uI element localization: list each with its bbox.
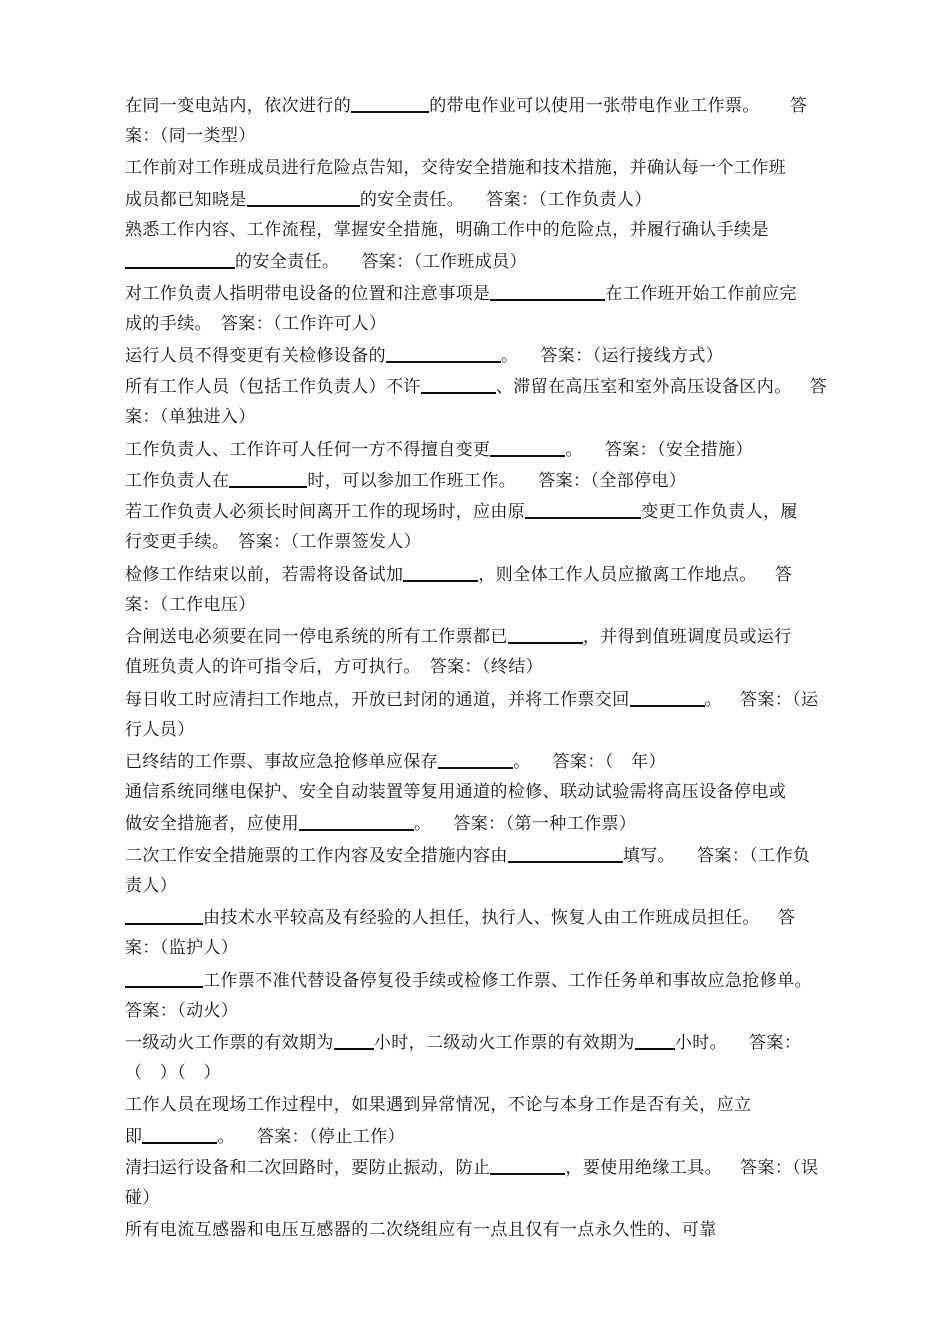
q21-line1: 所有电流互感器和电压互感器的二次绕组应有一点且仅有一点永久性的、可靠 [125,1220,717,1240]
answer-blank [247,188,360,207]
answer-blank [299,812,414,831]
q9-line2: 行变更手续。 答案：（工作票签发人） [125,532,422,552]
q18-line1: 一级动火工作票的有效期为 小时，二级动火工作票的有效期为 小时。 答案： [125,1033,802,1053]
answer-blank [351,94,429,113]
answer-blank [386,344,501,363]
q2-line1: 工作前对工作班成员进行危险点告知，交待安全措施和技术措施，并确认每一个工作班 [125,158,787,178]
answer-blank [229,469,307,488]
answer-blank [635,1031,675,1050]
q15-line2: 责人） [125,876,178,896]
q9-line1: 若工作负责人必须长时间离开工作的现场时，应由原 变更工作负责人，履 [125,502,798,522]
q12-line1: 每日收工时应清扫工作地点，开放已封闭的通道，并将工作票交回 。 答案：（运 [125,690,819,710]
q16-line1: 由技术水平较高及有经验的人担任，执行人、恢复人由工作班成员担任。 答 [125,906,863,929]
q19-line2: 即 。 答案：（停止工作） [125,1127,405,1147]
answer-blank [508,844,623,863]
q12-line2: 行人员） [125,720,195,740]
answer-blank [508,625,583,644]
q11-line1: 合闸送电必须要在同一停电系统的所有工作票都已 ，并得到值班调度员或运行 [125,627,792,647]
q8-line1: 工作负责人在 时，可以参加工作班工作。 答案：（全部停电） [125,471,687,491]
q13-line1: 已终结的工作票、事故应急抢修单应保存 。 答案：（ 年） [125,752,666,772]
answer-blank [142,1125,217,1144]
q1-line1: 在同一变电站内，依次进行的 的带电作业可以使用一张带电作业工作票。 答 [125,96,808,116]
q20-line1: 清扫运行设备和二次回路时，要防止振动，防止 ，要使用绝缘工具。 答案：（误 [125,1158,819,1178]
q4-line1: 对工作负责人指明带电设备的位置和注意事项是 在工作班开始工作前应完 [125,284,797,304]
q7-line1: 工作负责人、工作许可人任何一方不得擅自变更 。 答案：（安全措施） [125,440,753,460]
q15-line1: 二次工作安全措施票的工作内容及安全措施内容由 填写。 答案：（工作负 [125,846,811,866]
q14-line1: 通信系统同继电保护、安全自动装置等复用通道的检修、联动试验需将高压设备停电或 [125,782,787,802]
answer-blank [438,750,513,769]
q16-line2: 案：（监护人） [125,938,239,958]
q10-line1: 检修工作结束以前，若需将设备试加 ，则全体工作人员应撤离工作地点。 答 [125,565,793,585]
q6-line1: 所有工作人员（包括工作负责人）不许 、滞留在高压室和室外高压设备区内。 答 [125,377,828,397]
answer-blank [490,282,605,301]
answer-blank [490,1156,565,1175]
answer-blank [125,969,203,988]
answer-blank [125,250,235,269]
answer-blank [525,500,641,519]
answer-blank [421,375,496,394]
q6-line2: 案：（单独进入） [125,407,256,427]
q20-line2: 碰） [125,1188,160,1208]
q17-line2: 答案：（动火） [125,1001,239,1021]
q5-line1: 运行人员不得变更有关检修设备的 。 答案：（运行接线方式） [125,346,724,366]
q18-line2: （ ）（ ） [125,1063,221,1083]
q17-line1: 工作票不准代替设备停复役手续或检修工作票、工作任务单和事故应急抢修单。 [125,969,863,992]
q2-line2: 成员都已知晓是 的安全责任。 答案：（工作负责人） [125,190,652,210]
answer-blank [490,438,565,457]
q19-line1: 工作人员在现场工作过程中，如果遇到异常情况，不论与本身工作是否有关，应立 [125,1095,752,1115]
answer-blank [630,688,705,707]
q14-line2: 做安全措施者，应使用 。 答案：（第一种工作票） [125,814,637,834]
answer-blank [125,906,203,925]
q11-line2: 值班负责人的许可指令后，方可执行。 答案：（终结） [125,657,543,677]
answer-blank [334,1031,374,1050]
q10-line2: 案：（工作电压） [125,595,256,615]
q4-line2: 成的手续。 答案：（工作许可人） [125,314,387,334]
q3-line1: 熟悉工作内容、工作流程，掌握安全措施，明确工作中的危险点，并履行确认手续是 [125,220,769,240]
answer-blank [403,563,478,582]
q3-line2: 的安全责任。 答案：（工作班成员） [125,250,863,273]
q1-line2: 案：（同一类型） [125,126,256,146]
